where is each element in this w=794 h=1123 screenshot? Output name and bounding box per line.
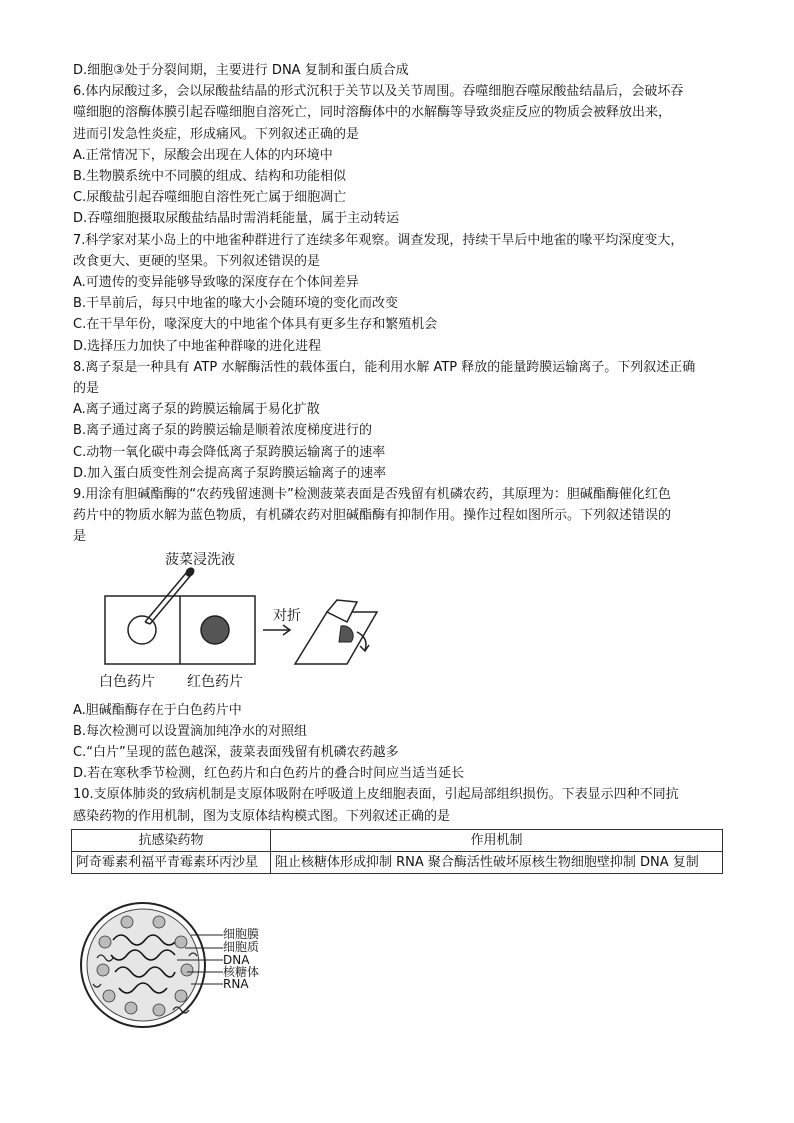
q9-stem-line: 是 — [73, 529, 87, 545]
q9-option-b[interactable]: B.每次检测可以设置滴加纯净水的对照组 — [73, 723, 308, 739]
red-tablet — [201, 616, 229, 644]
q7-option-a[interactable]: A.可遗传的变异能够导致喙的深度存在个体间差异 — [73, 275, 359, 291]
q8-stem-line: 8.离子泵是一种具有 ATP 水解酶活性的载体蛋白，能利用水解 ATP 释放的能量跨膜运输离子。下列叙述正确 — [73, 359, 696, 375]
q6-option-a[interactable]: A.正常情况下，尿酸会出现在人体的内环境中 — [73, 147, 333, 163]
test-card-figure — [95, 550, 395, 700]
q10-stem-line: 感染药物的作用机制，图为支原体结构模式图。下列叙述正确的是 — [73, 808, 451, 824]
table-header-row — [72, 829, 723, 851]
wash-liquid-label: 菠菜浸洗液 — [165, 551, 235, 568]
q9-stem-line: 9.用涂有胆碱酯酶的“农药残留速测卡”检测菠菜表面是否残留有机磷农药，其原理为：胆碱酯酶催化红色 — [73, 487, 671, 503]
q9-stem-line: 药片中的物质水解为蓝色物质，有机磷农药对胆碱酯酶有抑制作用。操作过程如图所示。下列叙述错误的 — [73, 508, 672, 524]
white-tablet-label: 白色药片 — [99, 673, 155, 690]
table-header-cell: 抗感染药物 — [72, 829, 271, 851]
question-8 — [73, 357, 723, 484]
q5-option-d: D.细胞③处于分裂间期，主要进行 DNA 复制和蛋白质合成 — [73, 63, 409, 78]
q7-stem-line: 改食更大、更硬的坚果。下列叙述错误的是 — [73, 253, 321, 269]
label-dna: DNA — [223, 953, 250, 968]
dropper-icon — [145, 565, 196, 623]
mycoplasma-diagram — [73, 900, 333, 1030]
q8-option-b[interactable]: B.离子通过离子泵的跨膜运输是顺着浓度梯度进行的 — [73, 423, 373, 439]
label-cell-membrane: 细胞膜 — [223, 927, 260, 942]
q8-option-c[interactable]: C.动物一氧化碳中毒会降低离子泵跨膜运输离子的速率 — [73, 444, 386, 460]
label-rna: RNA — [223, 977, 249, 992]
q6-stem-line: 进而引发急性炎症，形成痛风。下列叙述正确的是 — [73, 126, 360, 142]
exam-page — [73, 60, 723, 1030]
fold-label: 对折 — [273, 607, 301, 624]
question-7 — [73, 230, 723, 357]
table-row — [72, 852, 723, 874]
q6-option-c[interactable]: C.尿酸盐引起吞噬细胞自溶性死亡属于细胞凋亡 — [73, 190, 347, 206]
label-ribosome: 核糖体 — [223, 965, 260, 980]
q10-stem-line: 10.支原体肺炎的致病机制是支原体吸附在呼吸道上皮细胞表面，引起局部组织损伤。下表显示四种不同抗 — [73, 787, 679, 803]
q9-option-c[interactable]: C.“白片”呈现的蓝色越深，菠菜表面残留有机磷农药越多 — [73, 745, 399, 761]
q7-option-d[interactable]: D.选择压力加快了中地雀种群喙的进化进程 — [73, 338, 322, 354]
q8-stem-line: 的是 — [73, 381, 100, 397]
q7-option-c[interactable]: C.在干旱年份，喙深度大的中地雀个体具有更多生存和繁殖机会 — [73, 317, 438, 333]
folded-card — [295, 600, 377, 664]
q9-option-a[interactable]: A.胆碱酯酶存在于白色药片中 — [73, 702, 242, 718]
mycoplasma-structure-figure — [73, 900, 333, 1030]
table-header-cell: 作用机制 — [271, 829, 723, 851]
question-6 — [73, 81, 723, 229]
question-9 — [73, 484, 723, 784]
table-cell-mechanisms: 阻止核糖体形成抑制 RNA 聚合酶活性破坏原核生物细胞壁抑制 DNA 复制 — [271, 852, 723, 874]
q6-stem-line: 噬细胞的溶酶体膜引起吞噬细胞自溶死亡，同时溶酶体中的水解酶等导致炎症反应的物质会被释放出来， — [73, 105, 672, 121]
label-cytoplasm: 细胞质 — [223, 940, 260, 955]
red-tablet-label: 红色药片 — [187, 673, 243, 690]
q6-stem-line: 6.体内尿酸过多，会以尿酸盐结晶的形式沉积于关节以及关节周围。吞噬细胞吞噬尿酸盐结晶后，会破坏吞 — [73, 84, 684, 100]
question-10 — [73, 784, 723, 1030]
q8-option-d[interactable]: D.加入蛋白质变性剂会提高离子泵跨膜运输离子的速率 — [73, 465, 387, 481]
q8-option-a[interactable]: A.离子通过离子泵的跨膜运输属于易化扩散 — [73, 402, 320, 418]
q6-option-b[interactable]: B.生物膜系统中不同膜的组成、结构和功能相似 — [73, 169, 347, 185]
q9-option-d[interactable]: D.若在寒秋季节检测，红色药片和白色药片的叠合时间应当适当延长 — [73, 766, 465, 782]
drug-mechanism-table — [71, 829, 723, 874]
white-tablet — [128, 616, 156, 644]
q7-option-b[interactable]: B.干旱前后，每只中地雀的喙大小会随环境的变化而改变 — [73, 296, 399, 312]
q7-stem-line: 7.科学家对某小岛上的中地雀种群进行了连续多年观察。调查发现，持续干旱后中地雀的喙平均深度变大， — [73, 232, 684, 248]
q6-option-d[interactable]: D.吞噬细胞摄取尿酸盐结晶时需消耗能量，属于主动转运 — [73, 211, 400, 227]
table-cell-drugs: 阿奇霉素利福平青霉素环丙沙星 — [72, 852, 271, 874]
